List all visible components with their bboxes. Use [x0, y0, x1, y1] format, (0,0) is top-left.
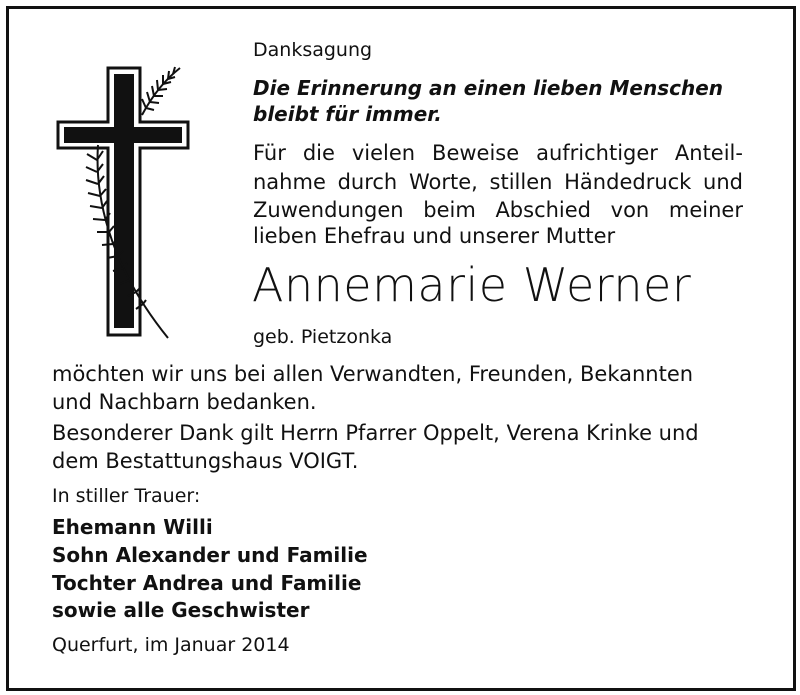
- cross-with-palm-branch-icon: [50, 60, 200, 345]
- thanks-line: Besonderer Dank gilt Herrn Pfarrer Oppelt, Verena Krinke und: [52, 421, 699, 445]
- maiden-name: geb. Pietzonka: [253, 326, 393, 348]
- intro-word: vielen: [351, 141, 416, 165]
- mourner: sowie alle Geschwister: [52, 598, 310, 622]
- mourning-label: In stiller Trauer:: [52, 485, 201, 507]
- mourner: Tochter Andrea und Familie: [52, 571, 362, 595]
- mourner: Ehemann Willi: [52, 515, 213, 539]
- intro-word: meiner: [668, 198, 743, 222]
- intro-word: und: [703, 170, 743, 194]
- motto-line: Die Erinnerung an einen lieben Menschen: [253, 76, 724, 100]
- intro-word: durch: [337, 170, 398, 194]
- intro-word: Anteil-: [674, 141, 743, 165]
- mourner: Sohn Alexander und Familie: [52, 543, 368, 567]
- thanks-line: dem Bestattungshaus VOIGT.: [52, 449, 359, 473]
- intro-line: [253, 172, 743, 193]
- intro-line: [253, 143, 743, 164]
- intro-word: Händedruck: [564, 170, 692, 194]
- motto-line: bleibt für immer.: [253, 102, 442, 126]
- intro-line: lieben Ehefrau und unserer Mutter: [253, 224, 616, 248]
- intro-word: von: [610, 198, 650, 222]
- intro-word: Beweise: [432, 141, 520, 165]
- intro-word: stillen: [489, 170, 553, 194]
- intro-line: [253, 200, 743, 221]
- thanks-line: möchten wir uns bei allen Verwandten, Freunden, Bekannten: [52, 362, 694, 386]
- intro-word: aufrichtiger: [536, 141, 658, 165]
- intro-word: Zuwendungen: [253, 198, 404, 222]
- intro-word: die: [302, 141, 335, 165]
- intro-word: Für: [253, 141, 286, 165]
- intro-word: Worte,: [408, 170, 478, 194]
- intro-word: Abschied: [495, 198, 592, 222]
- deceased-name: Annemarie Werner: [252, 258, 692, 312]
- intro-word: beim: [423, 198, 476, 222]
- thanks-line: und Nachbarn bedanken.: [52, 390, 317, 414]
- intro-word: nahme: [253, 170, 326, 194]
- place-date: Querfurt, im Januar 2014: [52, 634, 290, 656]
- heading-danksagung: Danksagung: [253, 39, 373, 61]
